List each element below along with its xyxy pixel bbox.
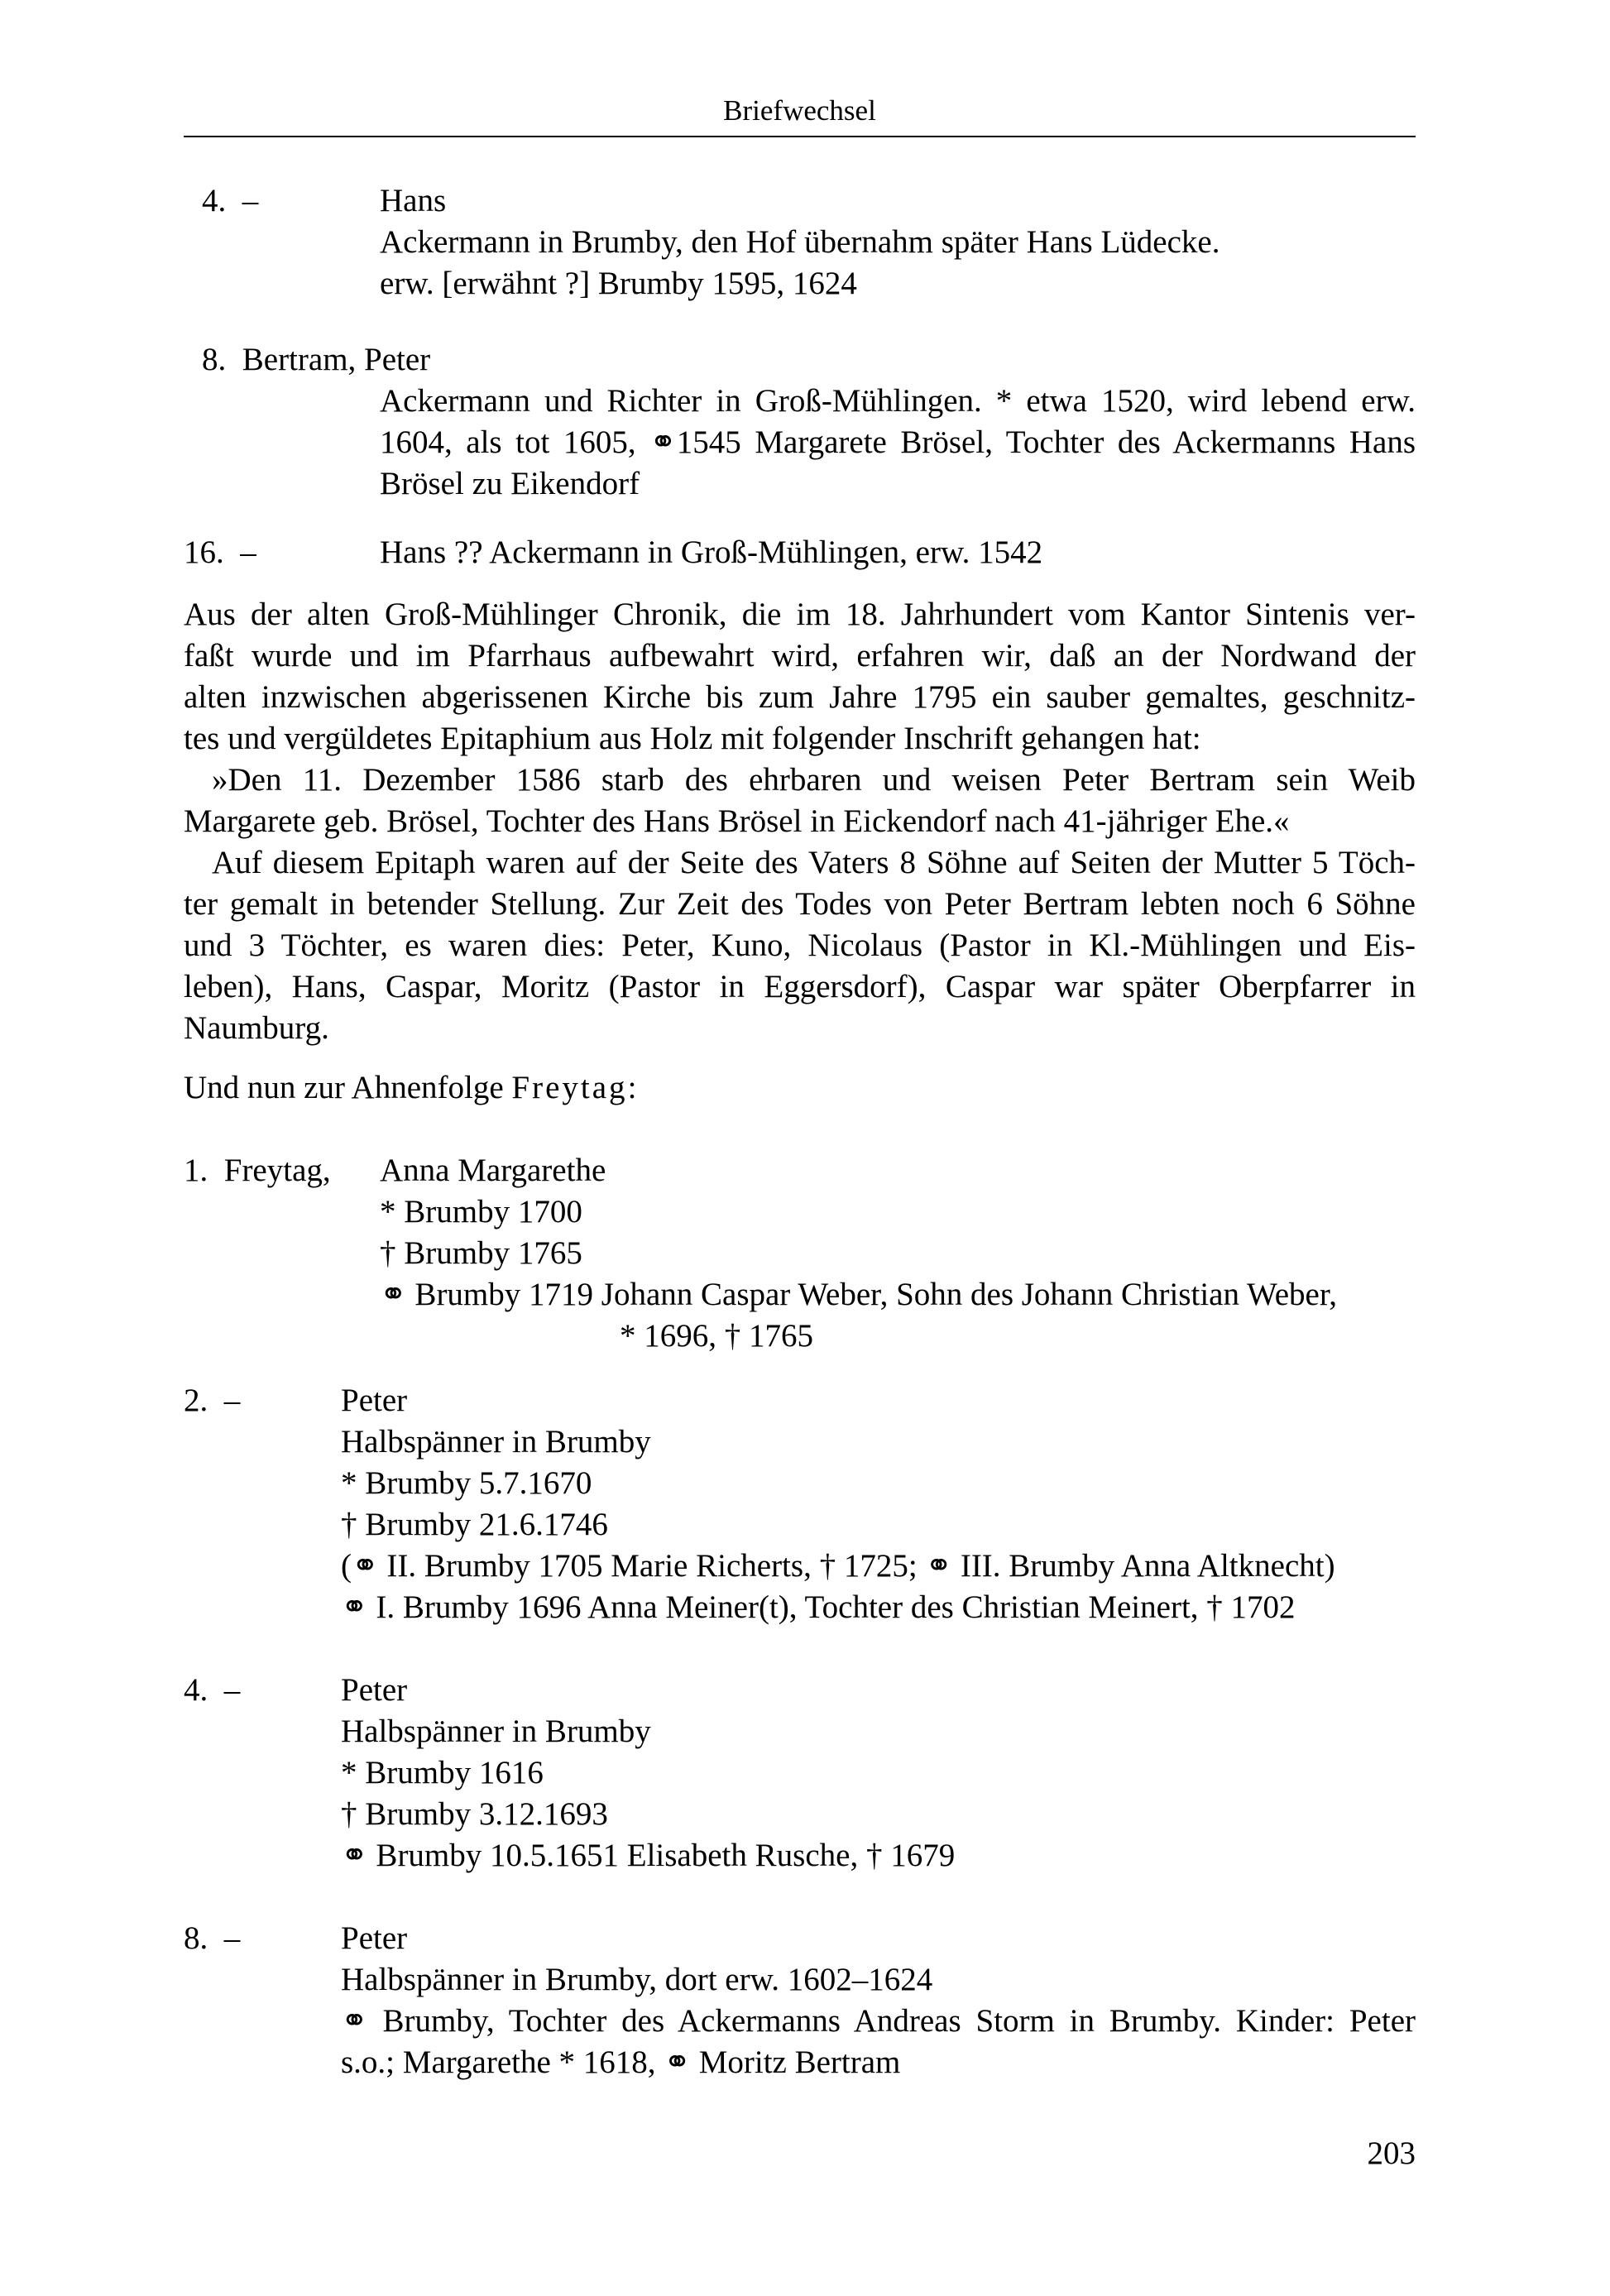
epitaph-quote-line: Margarete geb. Brösel, Tochter des Hans Brösel in Eickendorf nach 41-jähriger Ehe.« <box>184 803 1290 839</box>
entry-line: † Brumby 1765 <box>380 1235 582 1271</box>
entry-line: ⚭ I. Brumby 1696 Anna Meiner(t), Tochter des Christian Meinert, † 1702 <box>341 1589 1296 1625</box>
document-page <box>184 0 1416 2296</box>
entry-continuation: * 1696, † 1765 <box>620 1318 813 1354</box>
entry-line: Anna Margarethe <box>380 1153 606 1188</box>
paragraph-line: Aus der alten Groß-Mühlinger Chronik, die im 18. Jahrhundert vom Kantor Sintenis ver- <box>184 597 1416 632</box>
entry-number: 8. Bertram, Peter <box>202 342 431 377</box>
entry-line: Ackermann und Richter in Groß-Mühlingen. * etwa 1520, wird lebend erw. <box>380 383 1416 419</box>
chronicle-paragraph <box>184 594 1416 1049</box>
entry-line: Brösel zu Eikendorf <box>380 466 640 501</box>
ahnenfolge-intro <box>184 1067 1416 1109</box>
entry-line: Halbspänner in Brumby <box>341 1424 651 1460</box>
entry-line: † Brumby 3.12.1693 <box>341 1796 608 1832</box>
entry-line: Halbspänner in Brumby, dort erw. 1602–1624 <box>341 1962 933 1997</box>
paragraph-line: Naumburg. <box>184 1010 329 1046</box>
paragraph-line: leben), Hans, Caspar, Moritz (Pastor in Eggersdorf), Caspar war später Oberpfarrer in <box>184 969 1416 1004</box>
entry-number: 4. – <box>202 183 259 218</box>
entry-line: (⚭ II. Brumby 1705 Marie Richerts, † 1725; ⚭ III. Brumby Anna Altknecht) <box>341 1548 1335 1584</box>
entry-number: 1. Freytag, <box>184 1153 331 1188</box>
paragraph-line: tes und vergüldetes Epitaphium aus Holz mit folgender Inschrift gehangen hat: <box>184 721 1201 756</box>
entry-line: Hans ?? Ackermann in Groß-Mühlingen, erw. 1542 <box>380 534 1043 570</box>
entry-number: 2. – <box>184 1383 241 1418</box>
entry-line: † Brumby 21.6.1746 <box>341 1507 608 1542</box>
entry-number: 4. – <box>184 1672 241 1708</box>
entry-line: ⚭ Brumby, Tochter des Ackermanns Andreas Storm in Brumby. Kinder: Peter <box>341 2003 1416 2039</box>
paragraph-line: Auf diesem Epitaph waren auf der Seite des Vaters 8 Söhne auf Seiten der Mutter 5 Töch- <box>212 845 1416 880</box>
paragraph-line: faßt wurde und im Pfarrhaus aufbewahrt wird, erfahren wir, daß an der Nordwand der <box>184 638 1416 673</box>
entry-number: 16. – <box>184 534 256 570</box>
entry-line: Hans <box>380 183 447 218</box>
entry-line: ⚭ Brumby 10.5.1651 Elisabeth Rusche, † 1679 <box>341 1838 956 1873</box>
entry-number: 8. – <box>184 1920 241 1956</box>
paragraph-line: alten inzwischen abgerissenen Kirche bis zum Jahre 1795 ein sauber gemaltes, geschnitz- <box>184 679 1416 715</box>
entry-line: Peter <box>341 1920 408 1956</box>
paragraph-line: ter gemalt in betender Stellung. Zur Zeit des Todes von Peter Bertram lebten noch 6 Söhne <box>184 886 1416 922</box>
entry-line: Ackermann in Brumby, den Hof übernahm später Hans Lüdecke. <box>380 224 1220 260</box>
entry-line: 1604, als tot 1605, ⚭1545 Margarete Brösel, Tochter des Ackermanns Hans <box>380 424 1416 460</box>
entry-line: erw. [erwähnt ?] Brumby 1595, 1624 <box>380 266 857 301</box>
intro-family-name: Freytag <box>511 1070 628 1105</box>
entry-line: * Brumby 5.7.1670 <box>341 1465 592 1501</box>
entry-line: Peter <box>341 1383 408 1418</box>
entry-line: ⚭ Brumby 1719 Johann Caspar Weber, Sohn des Johann Christian Weber, <box>380 1277 1338 1312</box>
paragraph-line: und 3 Töchter, es waren dies: Peter, Kuno, Nicolaus (Pastor in Kl.-Mühlingen und Eis- <box>184 928 1416 963</box>
entry-line: Peter <box>341 1672 408 1708</box>
entry-line: Halbspänner in Brumby <box>341 1714 651 1749</box>
entry-line: s.o.; Margarethe * 1618, ⚭ Moritz Bertram <box>341 2044 901 2080</box>
entry-line: * Brumby 1700 <box>380 1194 582 1229</box>
entry-line: * Brumby 1616 <box>341 1755 544 1790</box>
header-rule <box>184 136 1416 137</box>
epitaph-quote-line: »Den 11. Dezember 1586 starb des ehrbaren und weisen Peter Bertram sein Weib <box>212 762 1416 798</box>
page-number: 203 <box>1367 2135 1416 2171</box>
intro-text: Und nun zur Ahnenfolge <box>184 1070 512 1105</box>
running-head: Briefwechsel <box>723 94 876 127</box>
intro-colon: : <box>627 1070 637 1105</box>
